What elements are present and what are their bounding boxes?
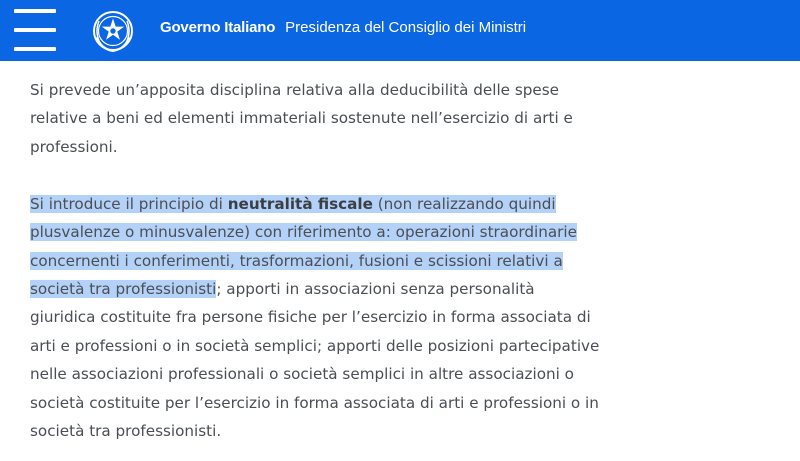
site-brand[interactable]	[160, 19, 526, 36]
paragraph-2-rest: ; apporti in associazioni senza personalità giuridica costituite fra persone fisiche per l’esercizio in forma associata di arti e professioni o in società semplici; apporti delle posizioni partecipative nelle associazioni professionali o società semplici in altre associazioni o società costituite per l’esercizio in forma associata di arti e professioni o in società tra professionisti.	[30, 279, 600, 440]
site-header	[0, 0, 800, 61]
paragraph-2-selected: (non realizzando quindi plusvalenze o minusvalenze) con riferimento a: operazioni straordinarie concernenti i conferimenti, trasformazioni, fusioni e scissioni relativi a società tra professionisti	[30, 194, 577, 298]
paragraph-1: Si prevede un’apposita disciplina relativa alla deducibilità delle spese relative a beni ed elementi immateriali sostenute nell’esercizio di arti e professioni.	[30, 81, 573, 156]
paragraph-2	[30, 190, 600, 446]
bold-term: neutralità fiscale	[227, 194, 373, 213]
brand-title[interactable]: Governo Italiano	[160, 19, 276, 36]
article-body	[30, 76, 600, 445]
paragraph-2-intro: Si introduce il principio di	[30, 194, 228, 213]
hamburger-menu-icon[interactable]	[14, 9, 56, 51]
italian-republic-emblem-icon[interactable]	[89, 7, 137, 55]
brand-subtitle[interactable]: Presidenza del Consiglio dei Ministri	[285, 19, 527, 36]
